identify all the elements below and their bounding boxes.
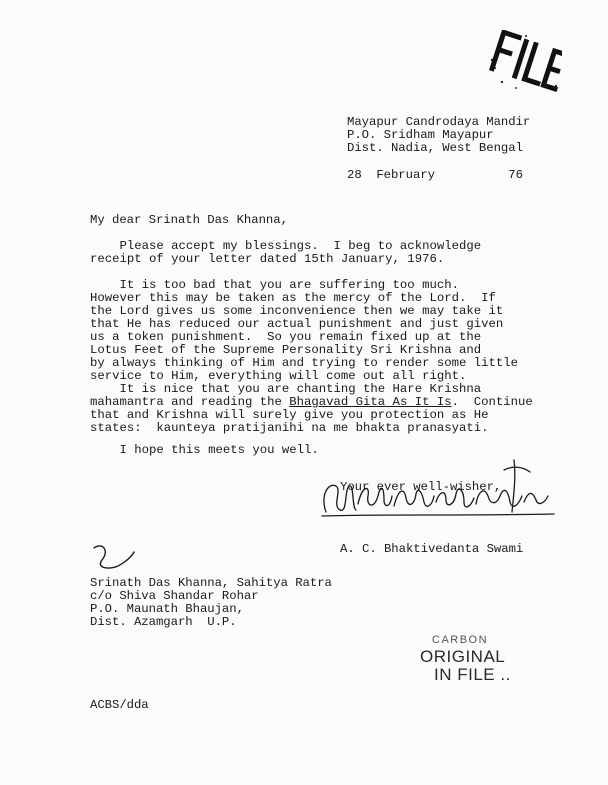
paragraph-line: receipt of your letter dated 15th January, 1976. (90, 252, 445, 266)
recipient-line-2: c/o Shiva Shandar Rohar (90, 589, 259, 603)
paragraph-line: Lotus Feet of the Supreme Personality Sri Krishna and (90, 343, 482, 357)
paragraph-line: However this may be taken as the mercy of the Lord. If (90, 291, 496, 305)
paragraph-2 (90, 279, 595, 383)
closing: Your ever well-wisher, (340, 480, 502, 494)
paragraph-3 (90, 383, 595, 435)
paragraph-line: that and Krishna will surely give you protection as He (90, 408, 489, 422)
paragraph-line: service to Him, everything will come out all right. (90, 369, 467, 383)
letter-date: 28 February 76 (347, 168, 523, 182)
stamp-carbon-text: CARBON (432, 634, 489, 646)
stamp-in-file-text: IN FILE .. (434, 665, 511, 684)
recipient-line-1: Srinath Das Khanna, Sahitya Ratra (90, 576, 332, 590)
paragraph-line: Please accept my blessings. I beg to acknowledge (90, 239, 482, 253)
paragraph-line: that He has reduced our actual punishment and just given (90, 317, 504, 331)
paragraph-line: us a token punishment. So you remain fixed up at the (90, 330, 482, 344)
book-title: Bhagavad Gita As It Is (289, 395, 452, 409)
salutation: My dear Srinath Das Khanna, (90, 213, 288, 227)
reference-initials: ACBS/dda (90, 698, 149, 712)
paragraph-1 (90, 240, 595, 266)
handwritten-initials (88, 540, 138, 580)
paragraph-line: It is too bad that you are suffering too much. (90, 278, 459, 292)
paragraph-line: the Lord gives us some inconvenience then we may take it (90, 304, 504, 318)
address-line-1: Mayapur Candrodaya Mandir (347, 115, 531, 129)
paragraph-line: by always thinking of Him and trying to render some little (90, 356, 519, 370)
paragraph-line: It is nice that you are chanting the Hare Krishna (90, 382, 482, 396)
paragraph-line: states: kaunteya pratijanihi na me bhakta pranasyati. (90, 421, 489, 435)
address-line-3: Dist. Nadia, West Bengal (347, 141, 523, 155)
stamp-original-text: ORIGINAL (420, 647, 506, 666)
signature (318, 456, 558, 524)
recipient-line-3: P.O. Maunath Bhaujan, (90, 602, 244, 616)
paragraph-line: I hope this meets you well. (90, 443, 319, 457)
recipient-line-4: Dist. Azamgarh U.P. (90, 615, 237, 629)
file-stamp (486, 30, 562, 92)
address-line-2: P.O. Sridham Mayapur (347, 128, 494, 142)
signatory-name: A. C. Bhaktivedanta Swami (340, 542, 524, 556)
paragraph-line: mahamantra and reading the Bhagavad Gita As It Is. Continue (90, 395, 533, 409)
carbon-original-stamp (420, 634, 511, 685)
